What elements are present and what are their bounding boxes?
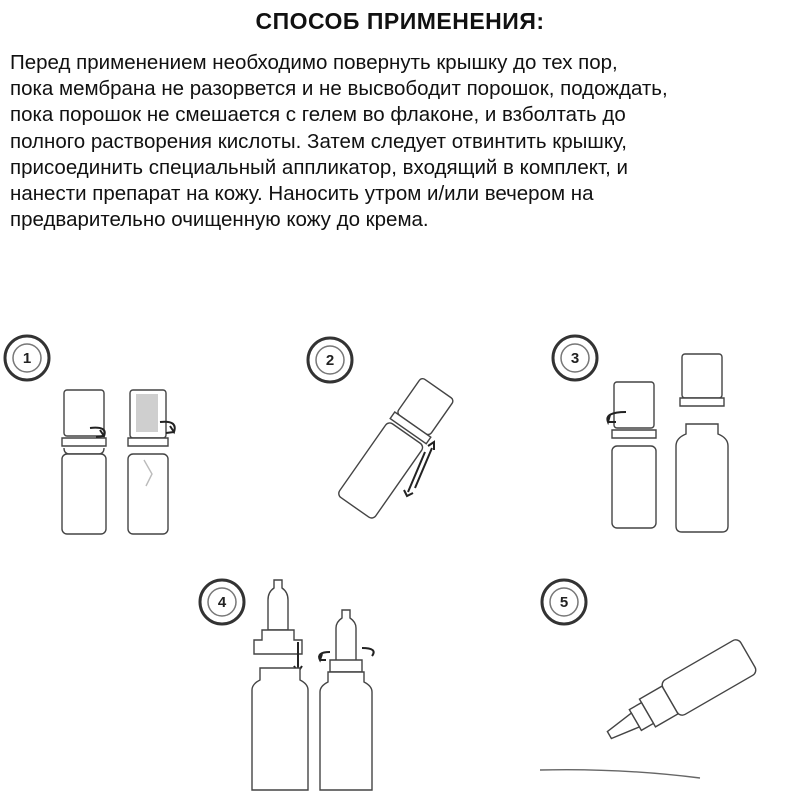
unscrew-cap-icon <box>607 354 728 532</box>
step-number: 1 <box>22 350 32 367</box>
instructions-text: Перед применением необходимо повернуть крышку до тех пор, пока мембрана не разорвется и не высвободит порошок, подождать, пока порошок не смешается с гелем во флаконе, и взболтать до полного растворения кислоты. Затем следует отвинтить крышку, присоединить специальный аппликатор, входящий в комплект, и нанести препарат на кожу. Наносить утром и/или вечером на предварительно очищенную кожу до крема. <box>10 51 668 232</box>
apply-to-skin-icon <box>540 638 758 778</box>
step-number-badge <box>308 338 352 382</box>
step-number: 4 <box>217 594 227 611</box>
attach-applicator-icon <box>252 580 374 790</box>
page-title: СПОСОБ ПРИМЕНЕНИЯ: <box>255 8 545 34</box>
step-number-badge <box>553 336 597 380</box>
step-4-illustration <box>190 570 420 800</box>
step-2-illustration <box>300 330 520 550</box>
step-number-badge <box>542 580 586 624</box>
step-number: 3 <box>570 350 580 367</box>
step-1-illustration <box>0 330 210 550</box>
step-number: 5 <box>559 594 569 611</box>
step-5-illustration <box>530 570 770 800</box>
step-number-badge <box>5 336 49 380</box>
twist-cap-icon <box>62 390 175 534</box>
step-number: 2 <box>325 352 335 369</box>
step-3-illustration <box>540 330 750 550</box>
step-number-badge <box>200 580 244 624</box>
shake-bottle-icon <box>337 376 456 520</box>
